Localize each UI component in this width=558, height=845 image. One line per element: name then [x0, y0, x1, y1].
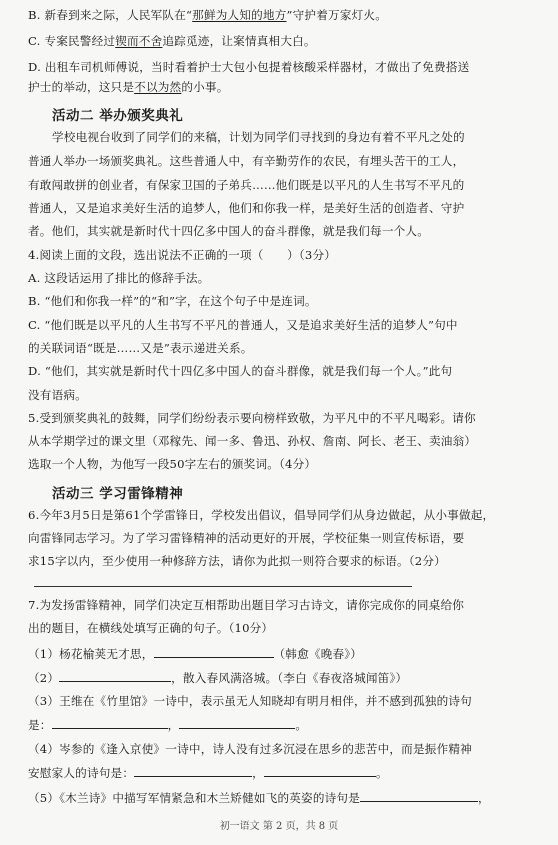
q6-line: 求15字以内，至少使用一种修辞方法，请你为此拟一则符合要求的标语。（2分） — [28, 554, 446, 568]
q7-item-2: （2） ，散入春风满洛城。（李白《春夜洛城闻笛》） — [28, 671, 408, 685]
page-footer: 初一语文 第 2 页，共 8 页 — [219, 821, 339, 832]
q4-option-c: C. “他们既是以平凡的人生书写不平凡的普通人，又是追求美好生活的追梦人”句中 — [28, 318, 458, 332]
option-c-line: C. 专案民警经过锲而不舍追踪觅迹，让案情真相大白。 — [28, 34, 316, 48]
q7-line: 7.为发扬雷锋精神，同学们决定互相帮助出题目学习古诗文，请你完成你的同桌给你 — [28, 598, 465, 612]
q7-line: 出的题目，在横线处填写正确的句子。（10分） — [28, 621, 274, 635]
answer-blank[interactable] — [52, 717, 168, 729]
option-d-line-1: D. 出租车司机师傅说，当时看着护士大包小包提着核酸采样器材，才做出了免费搭送 — [28, 60, 470, 74]
paragraph-line: 普通人举办一场颁奖典礼。这些普通人中，有辛勤劳作的农民，有埋头苦干的工人， — [28, 154, 465, 168]
answer-blank[interactable] — [264, 765, 376, 777]
answer-blank[interactable] — [154, 646, 274, 658]
q4-option-d-cont: 没有语病。 — [28, 388, 87, 402]
option-b-line: B. 新春到来之际，人民军队在“那鲜为人知的地方”守护着万家灯火。 — [28, 8, 387, 22]
q4-option-a: A. 这段话运用了排比的修辞手法。 — [28, 271, 210, 285]
q4-stem: 4.阅读上面的文段，选出说法不正确的一项（ ）（3分） — [28, 248, 337, 262]
q5-line: 选取一个人物，为他写一段50字左右的颁奖词。（4分） — [28, 457, 317, 471]
q7-item-4-cont: 安慰家人的诗句是： ， 。 — [28, 766, 388, 780]
q4-option-b: B. “他们和你我一样”的“和”字，在这个句子中是连词。 — [28, 294, 317, 308]
q5-line: 5.受到颁奖典礼的鼓舞，同学们纷纷表示要向榜样致敬，为平凡中的不平凡喝彩。请你 — [28, 411, 476, 425]
answer-blank[interactable] — [59, 670, 171, 682]
paragraph-line: 者。他们，其实就是新时代十四亿多中国人的奋斗群像，就是我们每一个人。 — [28, 224, 429, 238]
q7-item-4: （4）岑参的《逢入京使》一诗中，诗人没有过多沉浸在思乡的悲苦中，而是振作精神 — [28, 742, 472, 756]
paragraph-line: 普通人，又是追求美好生活的追梦人，他们和你我一样，是美好生活的创造者、守护 — [28, 201, 465, 215]
q6-line: 6.今年3月5日是第61个学雷锋日，学校发出倡议，倡导同学们从身边做起，从小事做起， — [28, 508, 495, 522]
option-d-line-2: 护士的举动，这只是不以为然的小事。 — [28, 80, 229, 94]
paragraph-line: 有敢闯敢拼的创业者，有保家卫国的子弟兵……他们既是以平凡的人生书写不平凡的 — [28, 178, 465, 192]
q5-line: 从本学期学过的课文里（邓稼先、闻一多、鲁迅、孙权、詹南、阿长、老王、卖油翁） — [28, 434, 477, 448]
activity-3-title: 活动三 学习雷锋精神 — [52, 486, 184, 502]
paragraph-line: 学校电视台收到了同学们的来稿，计划为同学们寻找到的身边有着不平凡之处的 — [52, 130, 465, 144]
q7-item-1: （1）杨花榆荚无才思， （韩愈《晚春》） — [28, 647, 363, 661]
answer-blank[interactable] — [134, 765, 252, 777]
q7-item-3-cont: 是： ， 。 — [28, 718, 308, 732]
answer-blank[interactable] — [360, 790, 478, 802]
q7-item-3: （3）王维在《竹里馆》一诗中，表示虽无人知晓却有明月相伴，并不感到孤独的诗句 — [28, 694, 472, 708]
q4-option-c-cont: 的关联词语“既是……又是”表示递进关系。 — [28, 341, 253, 355]
q6-answer-line[interactable] — [34, 586, 412, 587]
activity-2-title: 活动二 举办颁奖典礼 — [52, 108, 184, 124]
q6-line: 向雷锋同志学习。为了学习雷锋精神的活动更好的开展，学校征集一则宣传标语，要 — [28, 531, 465, 545]
q4-option-d: D. “他们，其实就是新时代十四亿多中国人的奋斗群像，就是我们每一个人。”此句 — [28, 364, 453, 378]
answer-blank[interactable] — [179, 717, 295, 729]
q7-item-5: （5）《木兰诗》中描写军情紧急和木兰矫健如飞的英姿的诗句是 ， — [28, 791, 490, 805]
